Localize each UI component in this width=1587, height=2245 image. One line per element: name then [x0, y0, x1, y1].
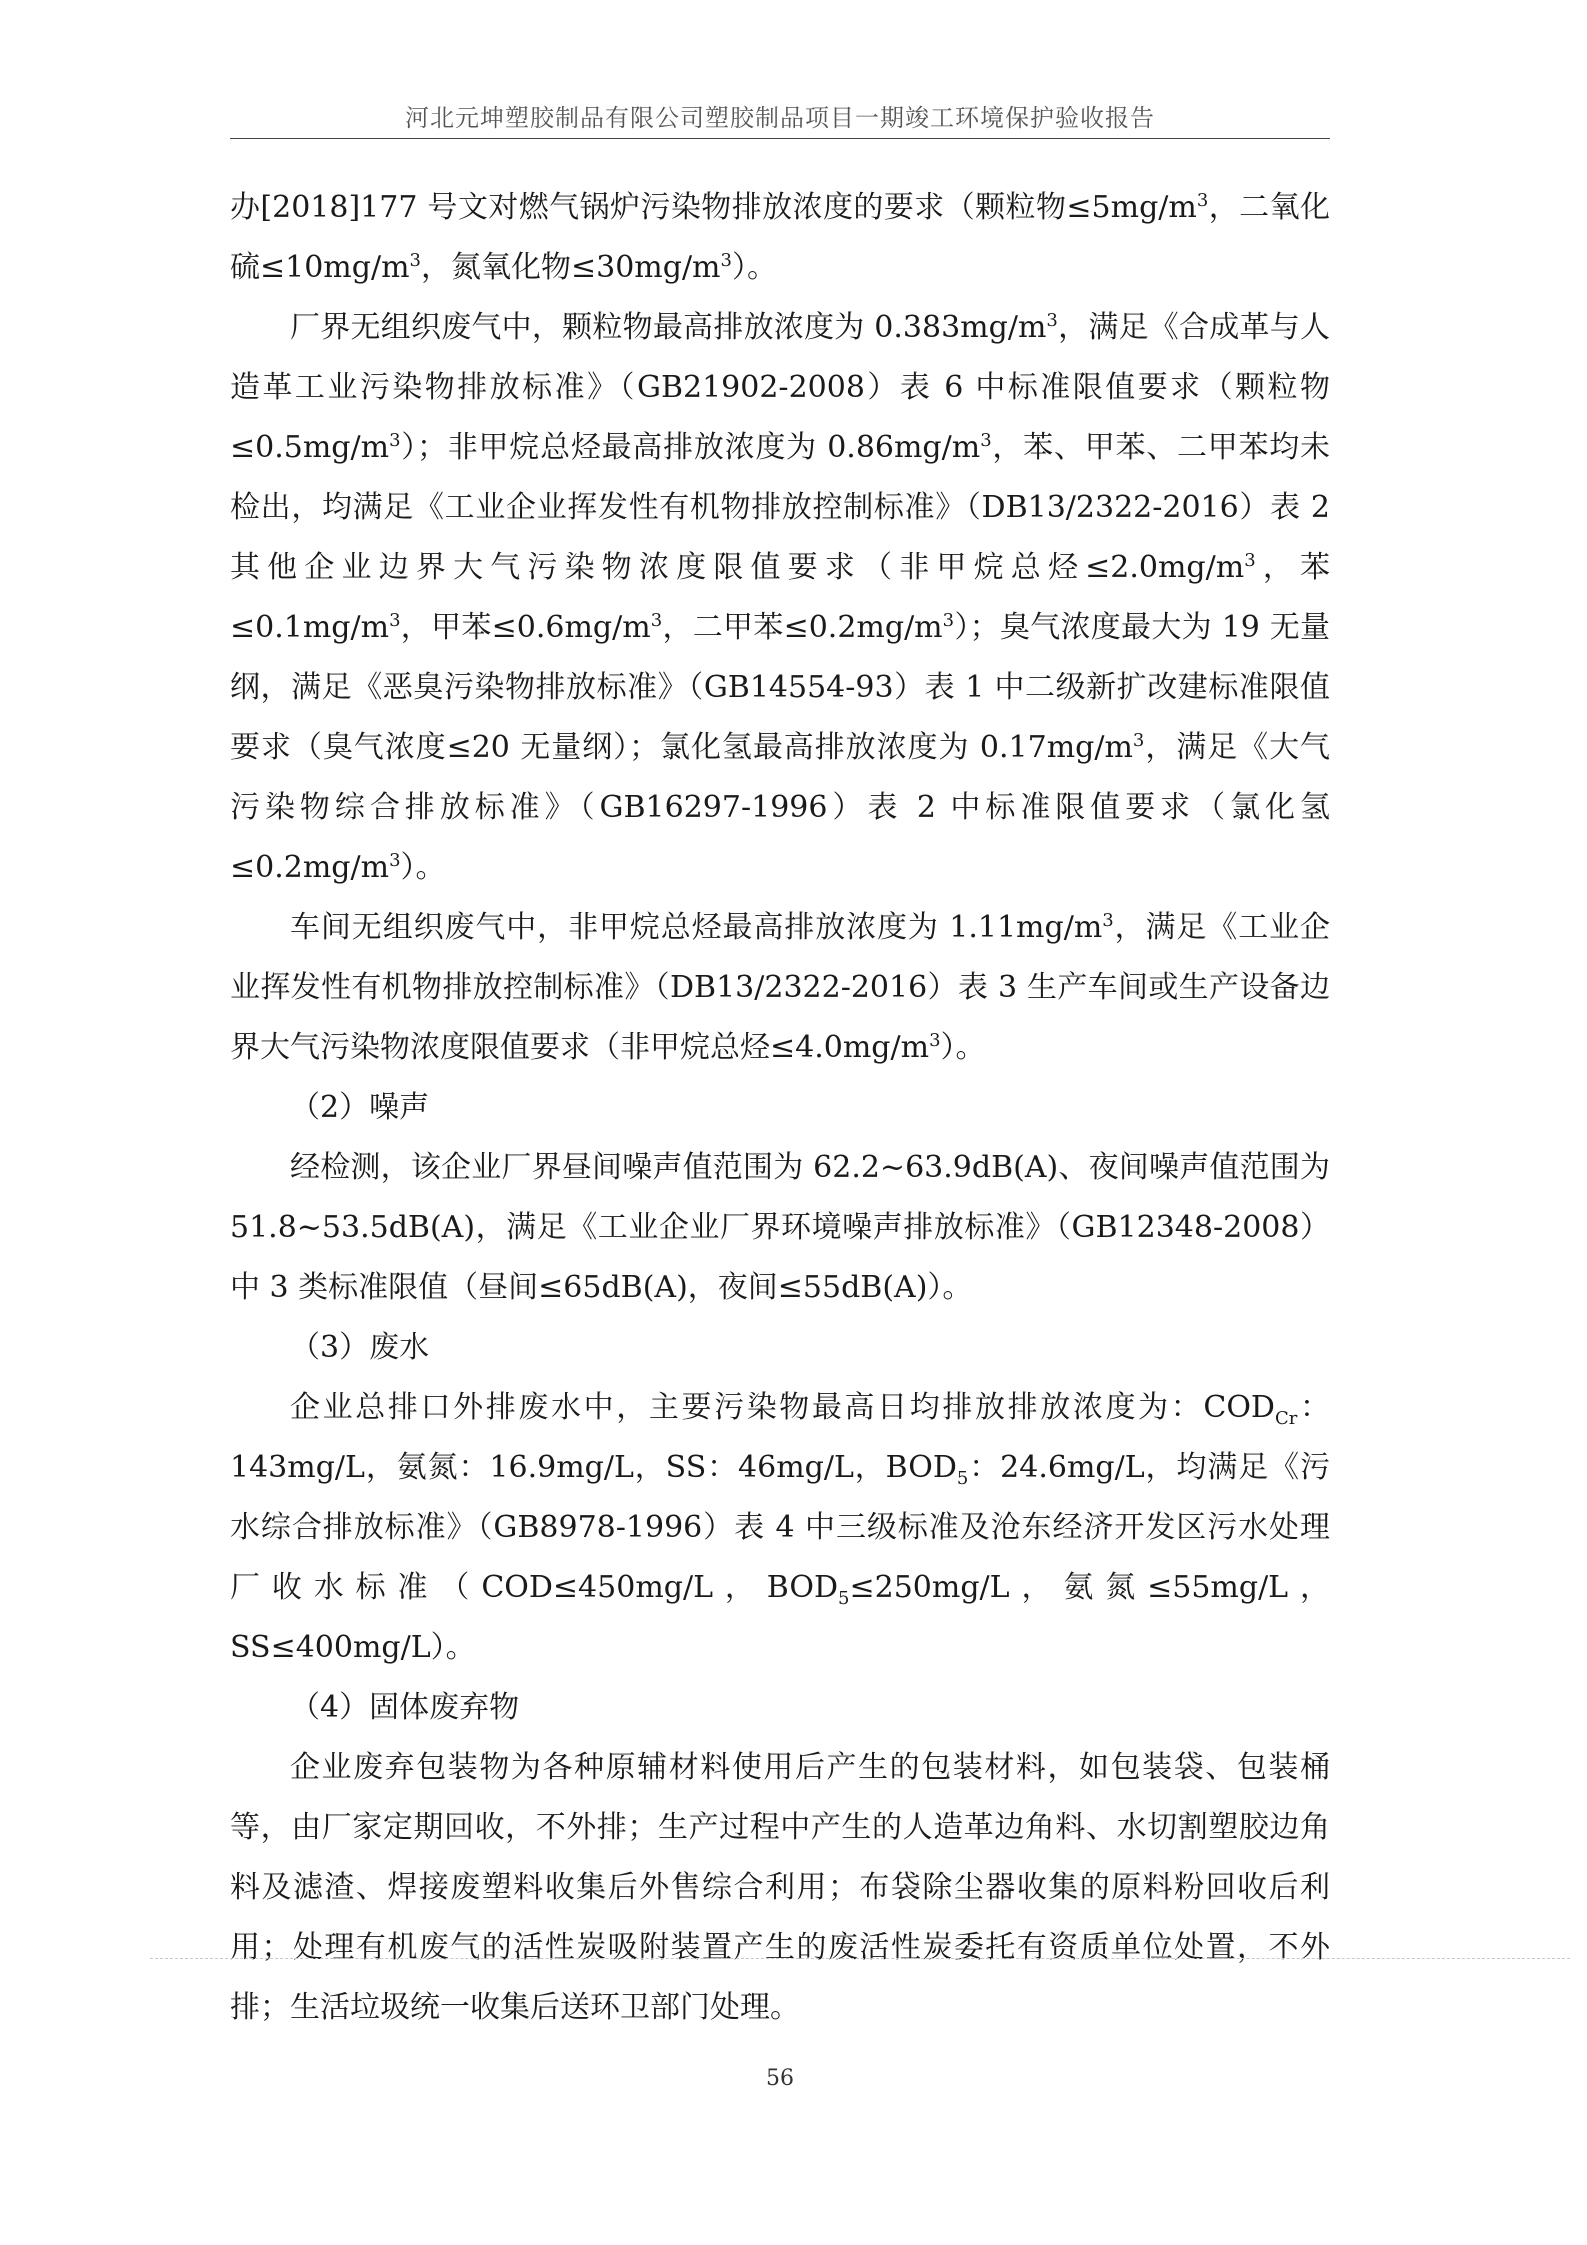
section-heading-noise: （2）噪声: [290, 1090, 430, 1125]
paragraph-boiler-emission: 办[2018]177 号文对燃气锅炉污染物排放浓度的要求（颗粒物$\le 5mg/m^3$，二氧化硫$\le 10mg/m^3$，氮氧化物$\le 30mg/m^3$）。: [230, 190, 1331, 285]
paragraph-noise: 经检测，该企业厂界昼间噪声值范围为 62.2~63.9dB(A)、夜间噪声值范围为 51.8~53.5dB(A)，满足《工业企业厂界环境噪声排放标准》（GB12348-2008）中 3 类标准限值（昼间≤65dB(A)，夜间≤55dB(A)）。: [230, 1150, 1330, 1305]
section-heading-wastewater: （3）废水: [290, 1330, 430, 1365]
document-body: [230, 178, 1330, 2038]
paragraph-wastewater: 企业总排口外排废水中，主要污染物最高日均排放排放浓度为：$COD_{Cr}$：143mg/L，氨氮：16.9mg/L，SS：46mg/L，$BOD_5$：24.6mg/L，均满足《污水综合排放标准》（GB8978-1996）表 4 中三级标准及沧东经济开发区污水处理厂收水标准（COD≤450mg/L，$BOD_5\le 250mg/L$，氨氮≤55mg/L，SS≤400mg/L）。: [230, 1390, 1330, 1665]
document-header: 河北元坤塑胶制品有限公司塑胶制品项目一期竣工环境保护验收报告: [405, 104, 1155, 132]
section-heading-solid-waste: （4）固体废弃物: [290, 1690, 520, 1725]
paragraph-workshop-fugitive-gas: 车间无组织废气中，非甲烷总烃最高排放浓度为 $1.11mg/m^3$，满足《工业企业挥发性有机物排放控制标准》（DB13/2322-2016）表 3 生产车间或生产设备边界大气污染物浓度限值要求（非甲烷总烃$\le 4.0mg/m^3$）。: [230, 910, 1330, 1065]
scan-fold-line: [150, 1958, 1570, 1959]
paragraph-solid-waste: 企业废弃包装物为各种原辅材料使用后产生的包装材料，如包装袋、包装桶等，由厂家定期回收，不外排；生产过程中产生的人造革边角料、水切割塑胶边角料及滤渣、焊接废塑料收集后外售综合利用；布袋除尘器收集的原料粉回收后利用；处理有机废气的活性炭吸附装置产生的废活性炭委托有资质单位处置，不外排；生活垃圾统一收集后送环卫部门处理。: [230, 1750, 1330, 2025]
page-number: 56: [766, 2066, 794, 2091]
header-divider: [230, 138, 1330, 139]
paragraph-boundary-fugitive-gas: 厂界无组织废气中，颗粒物最高排放浓度为 $0.383mg/m^3$，满足《合成革与人造革工业污染物排放标准》（GB21902-2008）表 6 中标准限值要求（颗粒物$\le 0.5mg/m^3$）；非甲烷总烃最高排放浓度为 $0.86mg/m^3$，苯、甲苯、二甲苯均未检出，均满足《工业企业挥发性有机物排放控制标准》（DB13/2322-2016）表 2 其他企业边界大气污染物浓度限值要求（非甲烷总烃$\le 2.0mg/m^3$，苯$\le 0.1mg/m^3$，甲苯$\le 0.6mg/m^3$，二甲苯$\le 0.2mg/m^3$）；臭气浓度最大为 19 无量纲，满足《恶臭污染物排放标准》（GB14554-93）表 1 中二级新扩改建标准限值要求（臭气浓度≤20 无量纲）；氯化氢最高排放浓度为 $0.17mg/m^3$，满足《大气污染物综合排放标准》（GB16297-1996）表 2 中标准限值要求（氯化氢$\le 0.2mg/m^3$）。: [230, 310, 1331, 885]
